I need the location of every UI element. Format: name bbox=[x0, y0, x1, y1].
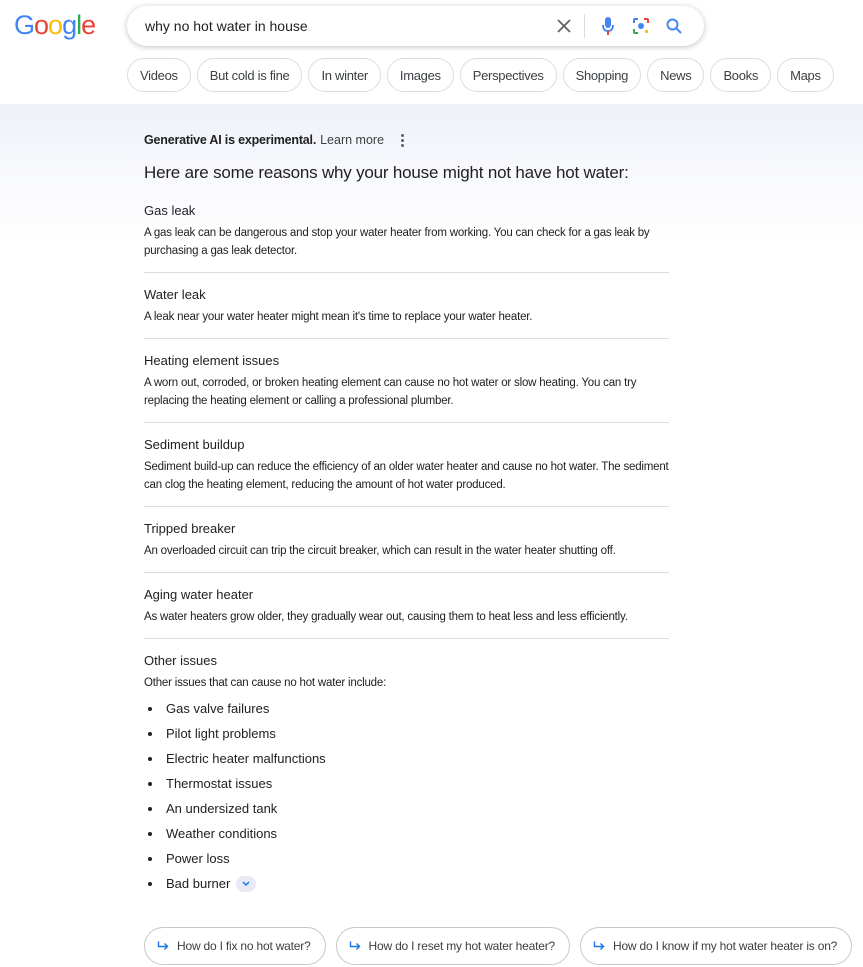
lens-icon[interactable] bbox=[624, 6, 657, 46]
search-box-icons bbox=[547, 6, 690, 46]
reason-heading: Aging water heater bbox=[144, 587, 254, 602]
bullet-dot bbox=[148, 832, 152, 836]
reply-arrow-icon bbox=[593, 941, 605, 951]
chip-perspectives[interactable]: Perspectives bbox=[460, 58, 557, 92]
reason-heading: Heating element issues bbox=[144, 353, 280, 368]
divider bbox=[144, 422, 669, 423]
ai-notice-text: Generative AI is experimental. bbox=[144, 133, 317, 147]
more-options-icon[interactable] bbox=[395, 132, 409, 148]
reason-item bbox=[144, 287, 669, 326]
follow-up-text: How do I fix no hot water? bbox=[177, 939, 311, 953]
follow-up-text: How do I reset my hot water heater? bbox=[368, 939, 555, 953]
chip-in-winter[interactable]: In winter bbox=[308, 58, 380, 92]
list-item-text: Pilot light problems bbox=[166, 726, 276, 741]
logo-letter: g bbox=[62, 10, 77, 40]
list-item-text: Gas valve failures bbox=[166, 701, 270, 716]
reason-item bbox=[144, 203, 669, 260]
reason-heading: Tripped breaker bbox=[144, 521, 236, 536]
bullet-dot bbox=[148, 732, 152, 736]
list-item bbox=[148, 796, 326, 821]
logo-letter: o bbox=[48, 10, 63, 40]
google-logo[interactable] bbox=[14, 10, 95, 41]
list-item-text: An undersized tank bbox=[166, 801, 278, 816]
divider bbox=[144, 572, 669, 573]
reason-item bbox=[144, 653, 669, 692]
reason-heading: Sediment buildup bbox=[144, 437, 245, 452]
search-input[interactable] bbox=[145, 18, 545, 34]
other-issues-list bbox=[148, 696, 326, 896]
microphone-icon[interactable] bbox=[591, 6, 624, 46]
close-icon[interactable] bbox=[547, 6, 580, 46]
list-item-text: Thermostat issues bbox=[166, 776, 273, 791]
reason-body: A worn out, corroded, or broken heating element can cause no hot water or slow heating. You can try replacing the heating element or calling a professional plumber. bbox=[144, 377, 637, 407]
list-item-text: Power loss bbox=[166, 851, 230, 866]
reason-body: An overloaded circuit can trip the circuit breaker, which can result in the water heater shutting off. bbox=[144, 545, 616, 557]
follow-up-questions bbox=[144, 927, 852, 965]
search-box[interactable] bbox=[127, 6, 704, 46]
list-item bbox=[148, 696, 326, 721]
chip-but-cold-is-fine[interactable]: But cold is fine bbox=[197, 58, 303, 92]
list-item-text: Weather conditions bbox=[166, 826, 278, 841]
search-separator bbox=[584, 14, 585, 38]
filter-chips bbox=[127, 58, 834, 92]
learn-more-link[interactable]: Learn more bbox=[320, 133, 385, 147]
chip-books[interactable]: Books bbox=[710, 58, 771, 92]
list-item bbox=[148, 846, 326, 871]
logo-letter: l bbox=[76, 10, 82, 40]
reason-body: As water heaters grow older, they gradually wear out, causing them to heat less and less efficiently. bbox=[144, 611, 628, 623]
reply-arrow-icon bbox=[157, 941, 169, 951]
chip-news[interactable]: News bbox=[647, 58, 704, 92]
bullet-dot bbox=[148, 782, 152, 786]
divider bbox=[144, 338, 669, 339]
follow-up-button[interactable] bbox=[144, 927, 326, 965]
reason-item bbox=[144, 521, 669, 560]
bullet-dot bbox=[148, 882, 152, 886]
search-icon[interactable] bbox=[657, 6, 690, 46]
list-item-text: Bad burner bbox=[166, 876, 231, 891]
reply-arrow-icon bbox=[349, 941, 361, 951]
logo-letter: G bbox=[14, 10, 35, 40]
follow-up-text: How do I know if my hot water heater is on? bbox=[612, 939, 838, 953]
reason-item bbox=[144, 587, 669, 626]
divider bbox=[144, 638, 669, 639]
list-item bbox=[148, 746, 326, 771]
ai-overview-title: Here are some reasons why your house might not have hot water: bbox=[144, 163, 629, 182]
list-item bbox=[148, 771, 326, 796]
reason-heading: Gas leak bbox=[144, 203, 196, 218]
chip-maps[interactable]: Maps bbox=[777, 58, 834, 92]
reason-heading: Water leak bbox=[144, 287, 206, 302]
list-item bbox=[148, 821, 326, 846]
list-item-text: Electric heater malfunctions bbox=[166, 751, 326, 766]
divider bbox=[144, 506, 669, 507]
reason-body: A leak near your water heater might mean it's time to replace your water heater. bbox=[144, 311, 533, 323]
reason-body: A gas leak can be dangerous and stop your water heater from working. You can check for a gas leak by purchasing a gas leak detector. bbox=[144, 227, 650, 257]
bullet-dot bbox=[148, 707, 152, 711]
reason-body: Sediment build-up can reduce the efficiency of an older water heater and cause no hot water. The sediment can clog the heating element, reducing the amount of hot water produced. bbox=[144, 461, 669, 491]
bullet-dot bbox=[148, 857, 152, 861]
follow-up-button[interactable] bbox=[580, 927, 852, 965]
follow-up-button[interactable] bbox=[336, 927, 570, 965]
logo-letter: e bbox=[81, 10, 96, 40]
reason-body: Other issues that can cause no hot water include: bbox=[144, 677, 387, 689]
reason-heading: Other issues bbox=[144, 653, 217, 668]
bullet-dot bbox=[148, 757, 152, 761]
reason-item bbox=[144, 353, 669, 410]
list-item bbox=[148, 721, 326, 746]
chip-shopping[interactable]: Shopping bbox=[563, 58, 642, 92]
ai-experimental-notice bbox=[144, 133, 384, 147]
chip-videos[interactable]: Videos bbox=[127, 58, 191, 92]
divider bbox=[144, 272, 669, 273]
expand-chevron-icon[interactable] bbox=[236, 876, 256, 892]
list-item bbox=[148, 871, 326, 896]
chip-images[interactable]: Images bbox=[387, 58, 454, 92]
reason-item bbox=[144, 437, 669, 494]
bullet-dot bbox=[148, 807, 152, 811]
logo-letter: o bbox=[34, 10, 49, 40]
